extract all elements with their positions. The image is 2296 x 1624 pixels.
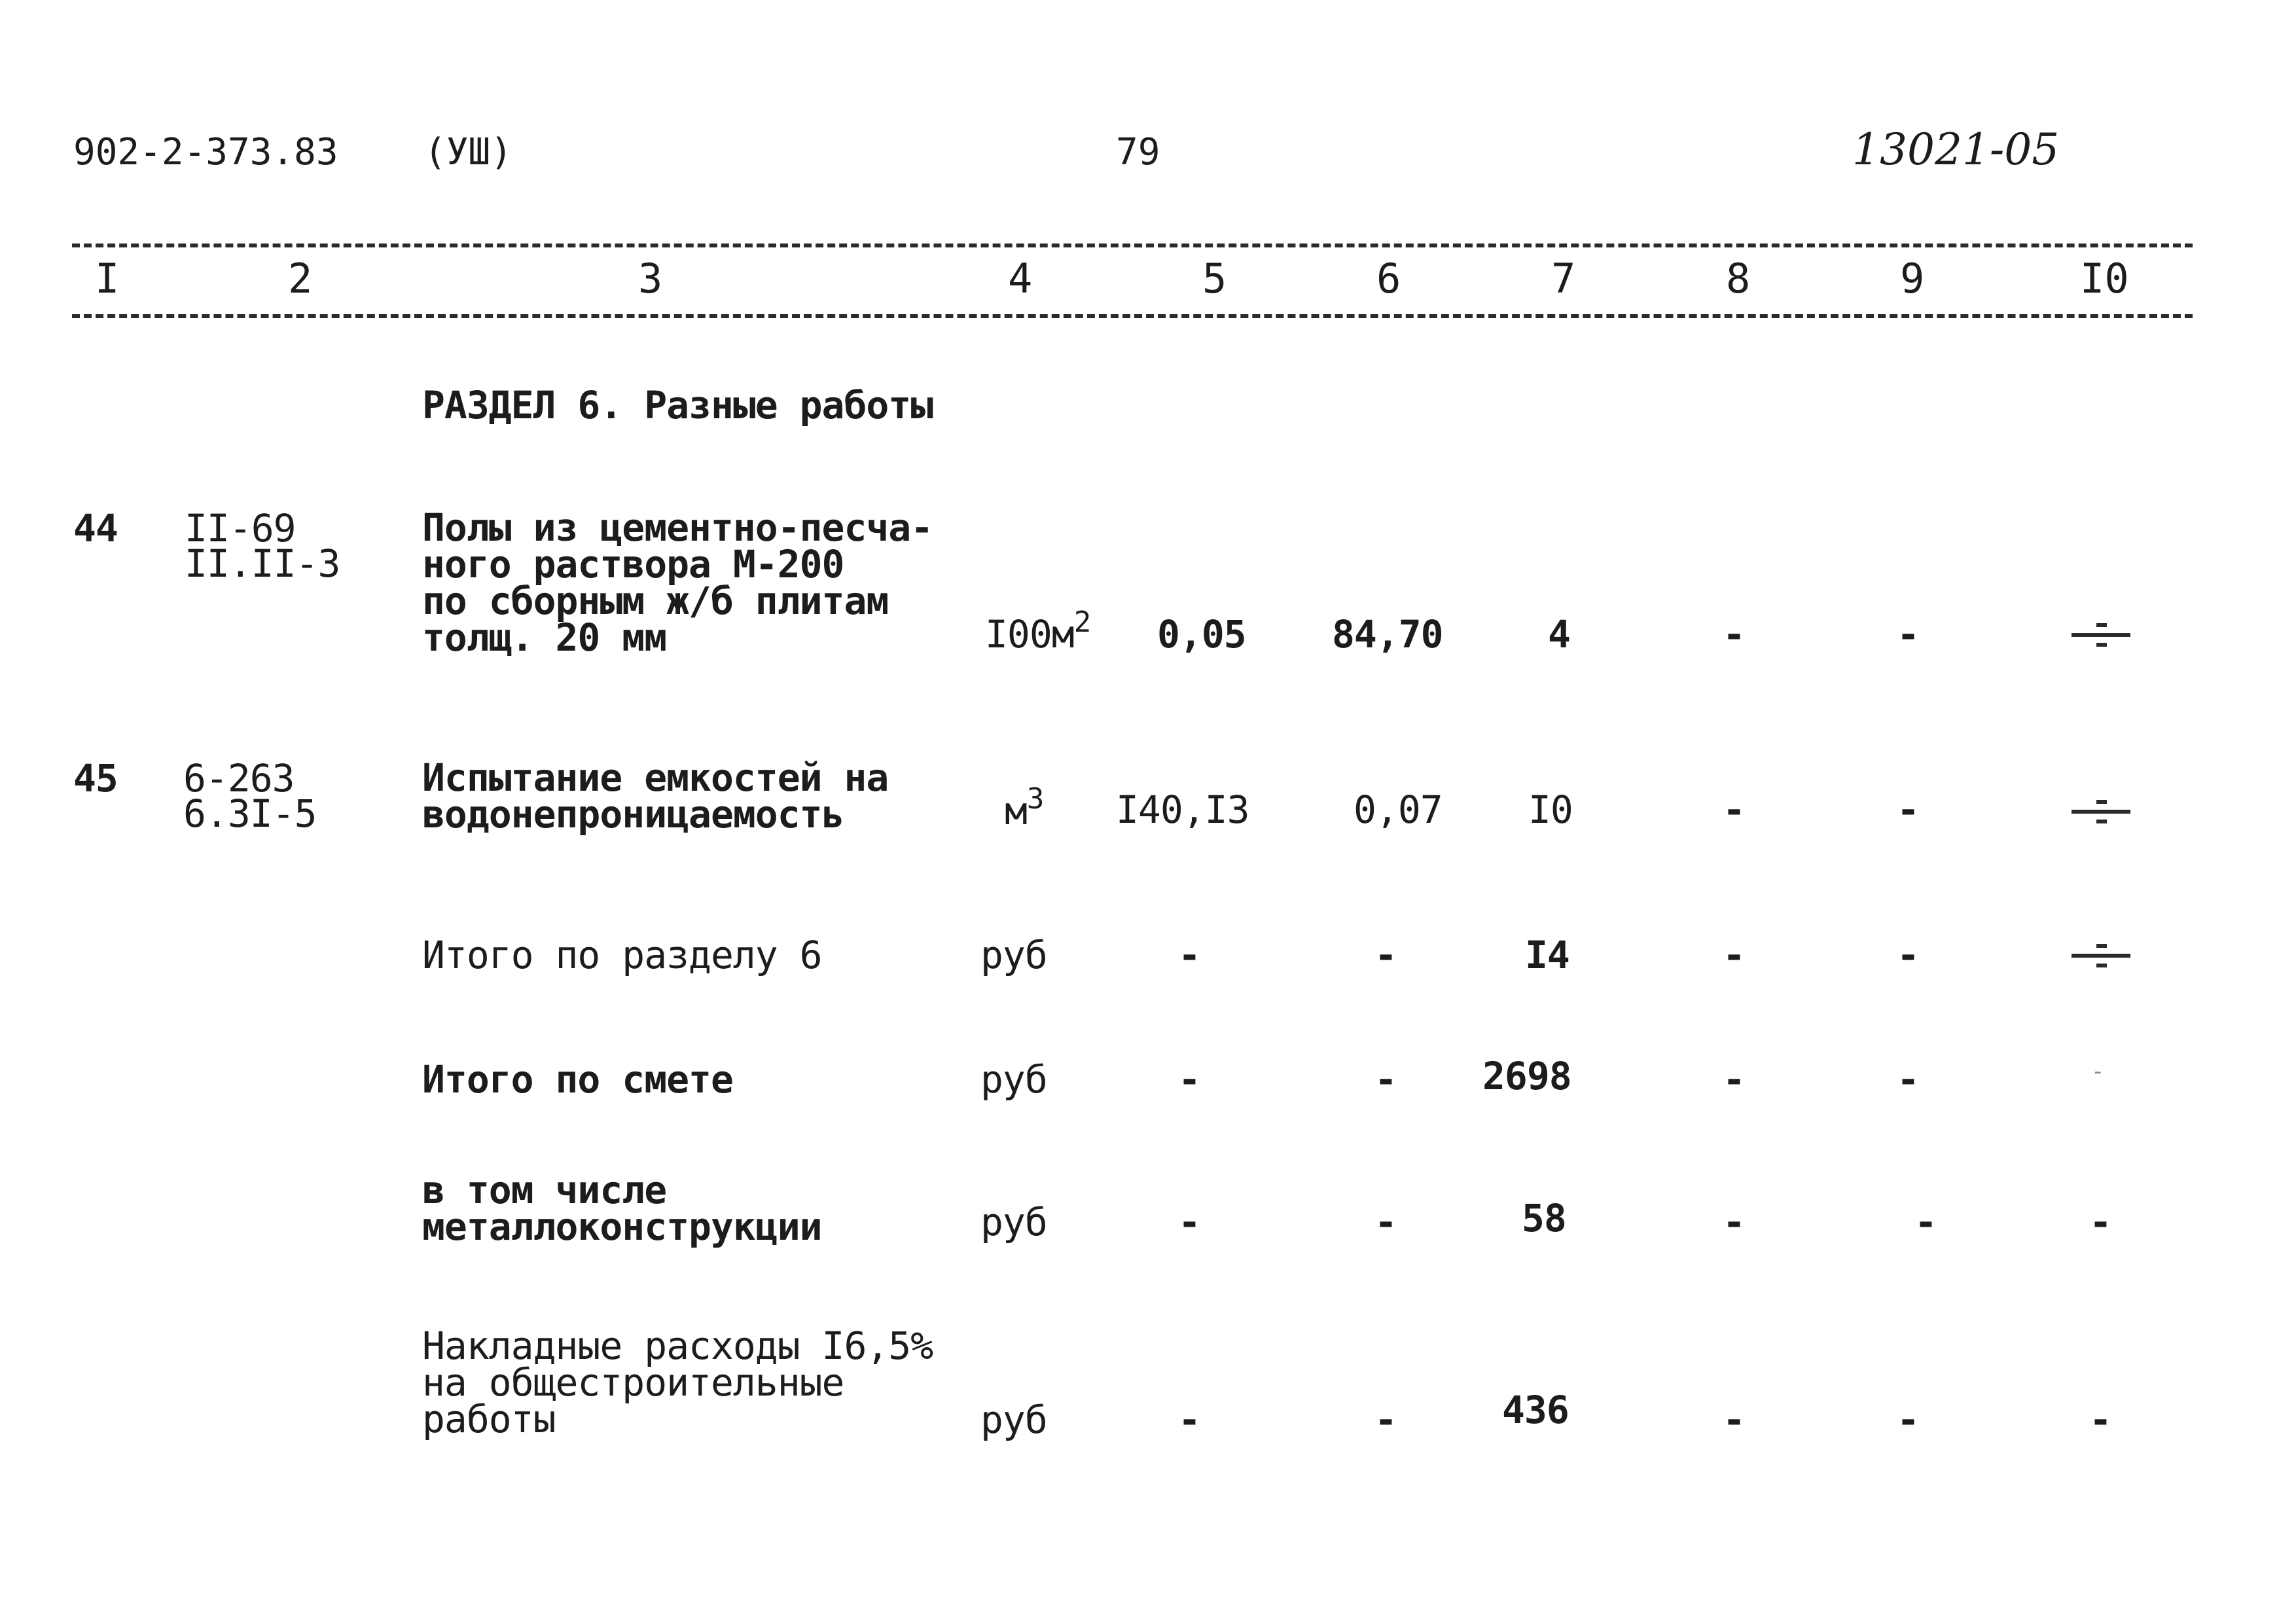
row-44-total: 4 [1548,612,1570,657]
row-45-unit-base: м [1005,789,1027,833]
total-section-6-unit: руб [980,933,1047,977]
overhead-col-10: - [2089,1398,2111,1442]
document-code: 902-2-373.83 [73,131,338,173]
column-header-9: 9 [1900,255,1925,302]
row-45-col-8: - [1723,787,1745,832]
overhead-unit-price: - [1374,1398,1397,1442]
total-estimate-unit: руб [980,1057,1047,1102]
metal-structures-quantity: - [1178,1200,1200,1244]
total-estimate-unit-price: - [1374,1057,1397,1102]
page-number: 79 [1116,131,1160,173]
row-44-quantity: 0,05 [1157,612,1246,657]
metal-structures-col-10: - [2089,1200,2111,1244]
overhead-amount: 436 [1502,1388,1569,1432]
row-45-code-line-1: 6-263 [183,756,295,801]
row-45-total: I0 [1528,787,1573,832]
metal-structures-label: в том числе металлоконструкции [422,1168,822,1249]
row-45-number: 45 [73,756,118,801]
column-header-5: 5 [1202,255,1227,302]
row-45-unit-price: 0,07 [1354,787,1443,832]
row-44-unit-price: 84,70 [1332,612,1443,657]
total-estimate-col-9: - [1897,1057,1919,1102]
column-header-10: I0 [2080,255,2129,302]
row-44-col-8: - [1723,612,1745,657]
column-header-2: 2 [288,255,313,302]
total-estimate-label: Итого по смете [422,1057,733,1102]
overhead-quantity: - [1178,1398,1200,1442]
column-header-7: 7 [1551,255,1576,302]
metal-structures-col-9: - [1914,1200,1937,1244]
row-45-unit [1005,782,1044,833]
row-44-work-name: Полы из цементно-песча- ного раствора М-200 по сборным ж/б плитам толщ. 20 мм [422,505,933,660]
row-45-code-line-2: 6.3I-5 [183,791,317,836]
overhead-col-8: - [1723,1398,1745,1442]
row-45-col-9: - [1897,787,1919,832]
row-44-code-line-2: II.II-3 [185,541,340,586]
total-estimate-col-10: - [2091,1058,2104,1085]
row-45-quantity: I40,I3 [1116,787,1249,832]
overhead-unit: руб [980,1398,1047,1442]
row-44-col-9: - [1897,612,1919,657]
total-section-6-col-8: - [1723,933,1745,977]
total-section-6-col-10-mark [2072,943,2130,969]
total-section-6-quantity: - [1178,933,1200,977]
album-label: (УШ) [424,131,512,173]
total-section-6-col-9: - [1897,933,1919,977]
total-section-6-unit-price: - [1374,933,1397,977]
column-header-8: 8 [1726,255,1751,302]
total-estimate-amount: 2698 [1482,1054,1571,1098]
column-header-3: 3 [638,255,663,302]
row-45-col-10-mark [2072,799,2130,825]
row-44-unit [985,605,1091,657]
row-44-unit-exponent: 2 [1073,605,1091,639]
overhead-label: Накладные расходы I6,5% на общестроительные работы [422,1324,933,1441]
section-title: РАЗДЕЛ 6. Разные работы [422,383,933,427]
row-44-code-line-1: II-69 [185,506,296,550]
row-45-unit-exponent: 3 [1026,782,1044,816]
inventory-number: 13021-05 [1852,124,2060,175]
metal-structures-amount: 58 [1522,1196,1566,1240]
metal-structures-col-8: - [1723,1200,1745,1244]
row-45-work-name: Испытание емкостей на водонепроницаемость [422,755,889,837]
column-header-1: I [95,255,120,302]
metal-structures-unit: руб [980,1200,1047,1244]
total-section-6-label: Итого по разделу 6 [422,933,822,977]
total-estimate-col-8: - [1723,1057,1745,1102]
metal-structures-unit-price: - [1374,1200,1397,1244]
total-estimate-quantity: - [1178,1057,1200,1102]
row-44-col-10-mark [2072,622,2130,648]
column-header-bottom-rule [72,314,2193,318]
column-header-6: 6 [1376,255,1401,302]
column-header-4: 4 [1008,255,1033,302]
row-44-number: 44 [73,506,118,550]
column-header-top-rule [72,244,2193,247]
row-44-unit-base: I00м [985,612,1074,657]
overhead-col-9: - [1897,1398,1919,1442]
total-section-6-amount: I4 [1525,933,1570,977]
